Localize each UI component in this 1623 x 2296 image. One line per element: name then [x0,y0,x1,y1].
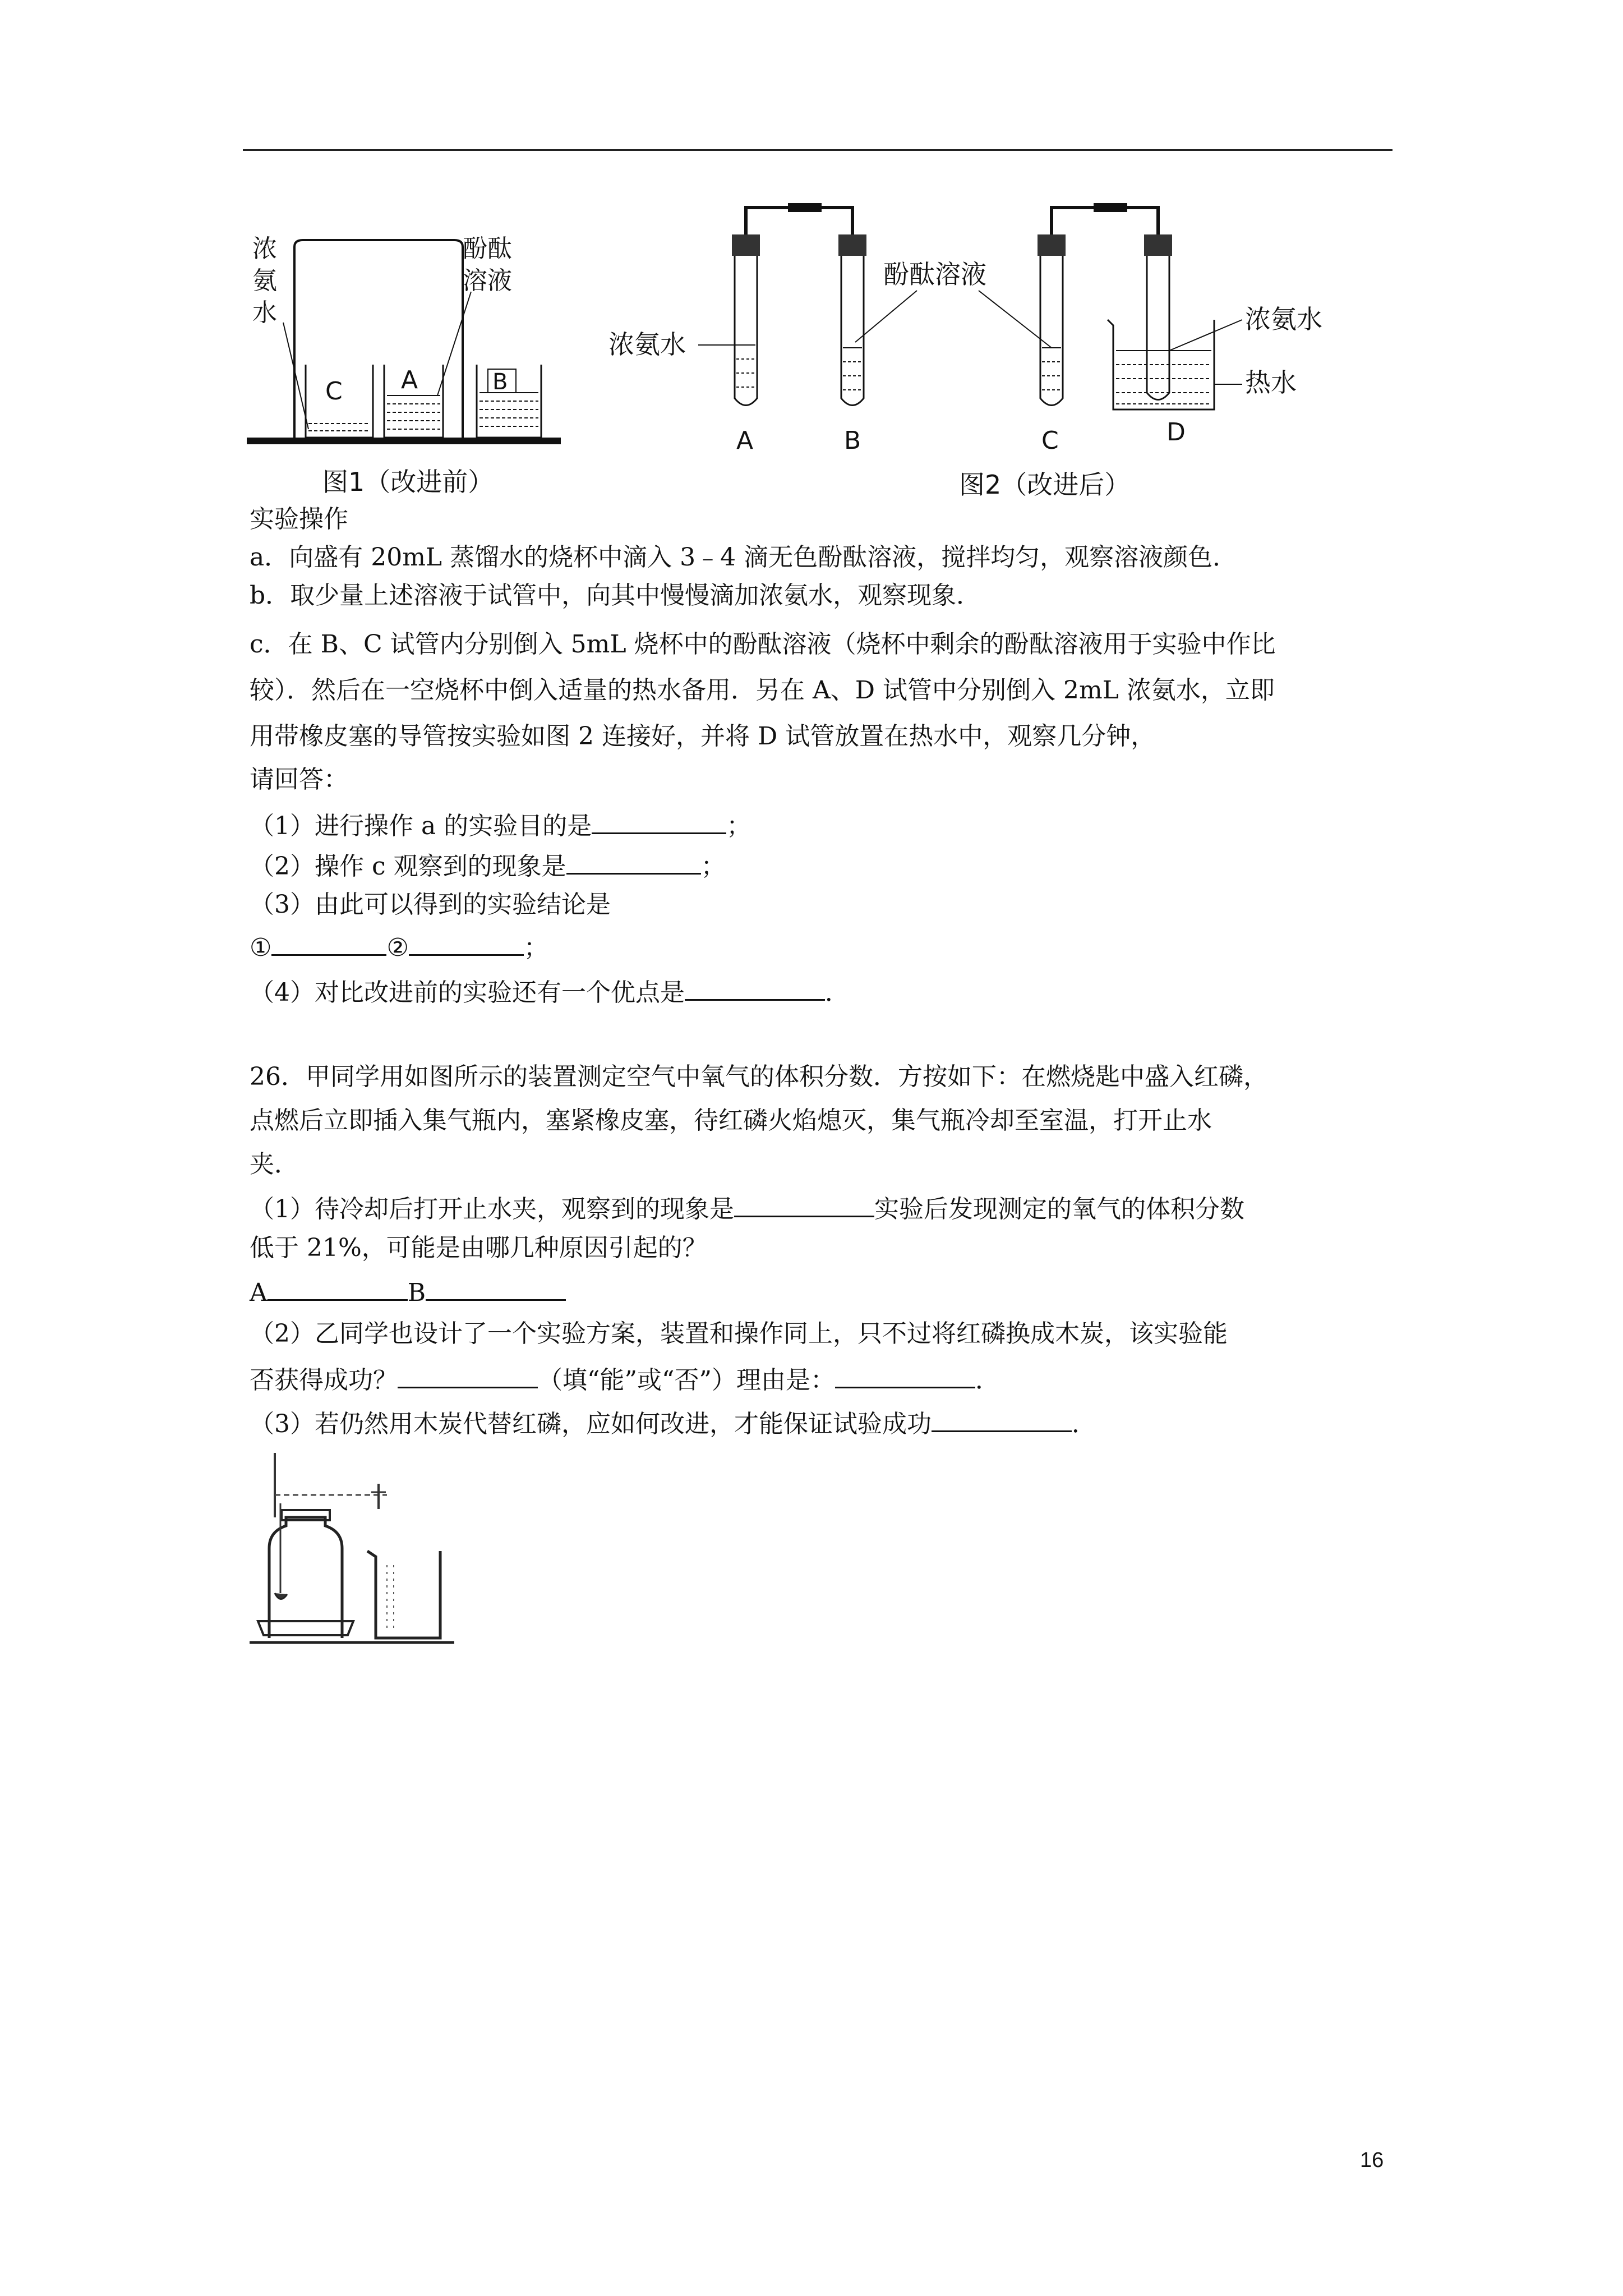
q26-part-1-options [250,1273,566,1310]
fig1-label-ammonia-2: 氨 [252,266,277,295]
q26-p1-text: （1）待冷却后打开止水夹，观察到的现象是 [250,1195,734,1223]
figure-1-before-improvement [241,230,578,499]
fig1-label-ammonia-3: 水 [252,298,277,327]
fig2-tube-a-label: A [736,426,754,455]
q26-p3-answer-blank[interactable] [932,1405,1072,1432]
q25-q4-answer-blank[interactable] [685,973,825,1001]
q26-intro-line-3: 夹． [250,1150,299,1179]
fig2-label-ammonia-left: 浓氨水 [608,329,686,360]
figure-3-diagram [247,1453,460,1649]
q25-step-c-line-2: 较）．然后在一空烧杯中倒入适量的热水备用．另在 A、D 试管中分别倒入 2mL 浓氨水，立即 [250,676,1275,705]
q25-step-a: a．向盛有 20mL 蒸馏水的烧杯中滴入 3﹣4 滴无色酚酞溶液，搅拌均匀，观察溶液颜色． [250,543,1238,572]
q26-p2-reason-blank[interactable] [835,1361,975,1388]
q25-q2-end: ； [700,852,726,881]
q25-heading: 实验操作 [250,505,348,533]
fig2-label-phenol: 酚酞溶液 [883,259,986,289]
q25-q3-answer-1-blank[interactable] [271,928,386,956]
figure-2-after-improvement [608,191,1405,505]
figure-1-diagram [241,230,578,499]
q26-part-2-line-1: （2）乙同学也设计了一个实验方案，装置和操作同上，只不过将红磷换成木炭，该实验能 [250,1319,1228,1348]
q25-q3-mark-1: ① [250,933,272,962]
q26-p3-end: ． [1072,1410,1096,1438]
fig1-beaker-b-label: B [492,369,508,395]
q26-part-2-line-2 [250,1361,1000,1397]
q26-p2-answer-blank[interactable] [398,1361,538,1388]
q26-p3-text: （3）若仍然用木炭代替红磷，应如何改进，才能保证试验成功 [250,1410,932,1438]
q26-option-a: A [250,1278,268,1307]
q26-intro-line-2: 点燃后立即插入集气瓶内，塞紧橡皮塞，待红磷火焰熄灭，集气瓶冷却至室温，打开止水 [250,1106,1212,1135]
q25-q3-mark-2: ② [386,933,409,962]
q25-q3-answer-2-blank[interactable] [409,928,524,956]
q25-step-b: b．取少量上述溶液于试管中，向其中慢慢滴加浓氨水，观察现象． [250,581,981,610]
page-number: 16 [1360,2148,1384,2172]
fig2-caption: 图2（改进后） [959,470,1131,500]
fig2-tube-b-label: B [844,426,861,455]
fig1-label-phenol-1: 酚酞 [463,234,512,263]
q26-p1-answer-blank[interactable] [734,1190,874,1217]
q25-q1-text: （1）进行操作 a 的实验目的是 [250,812,592,840]
q25-q2-text: （2）操作 c 观察到的现象是 [250,852,566,881]
q26-part-3 [250,1405,1096,1441]
q25-question-2 [250,847,726,884]
q25-q2-answer-blank[interactable] [566,847,701,875]
q25-q1-end: ； [726,812,751,840]
fig1-caption: 图1（改进前） [322,467,494,497]
q25-prompt: 请回答： [250,765,348,794]
fig2-label-hot-water: 热水 [1245,367,1297,398]
q26-p2-end: ． [975,1366,1000,1395]
header-rule [243,149,1393,151]
fig2-tube-d-label: D [1166,418,1186,447]
q26-option-a-blank[interactable] [268,1273,408,1301]
q25-q1-answer-blank[interactable] [592,807,726,834]
q25-question-3-answers [250,928,548,965]
q26-p2-mid: （填“能”或“否”）理由是： [538,1366,835,1395]
q26-p1-cont: 实验后发现测定的氧气的体积分数 [874,1195,1244,1223]
fig2-tube-c-label: C [1041,426,1059,455]
q25-question-1 [250,807,751,843]
fig1-label-ammonia-1: 浓 [252,234,277,263]
q26-intro-line-1: 26．甲同学用如图所示的装置测定空气中氧气的体积分数．方按如下：在燃烧匙中盛入红磷， [250,1062,1268,1091]
q26-part-1 [250,1190,1244,1226]
fig1-beaker-a-label: A [401,366,418,394]
q26-option-b-blank[interactable] [426,1273,566,1301]
figure-2-diagram [608,191,1405,505]
q25-question-4 [250,973,850,1010]
fig1-beaker-c-label: C [325,377,343,406]
q25-q3-end: ； [523,933,548,962]
fig2-label-ammonia-right: 浓氨水 [1245,304,1322,334]
q26-option-b: B [407,1278,426,1307]
q25-q4-text: （4）对比改进前的实验还有一个优点是 [250,978,685,1007]
q26-p2-pre: 否获得成功？ [250,1366,398,1395]
fig1-label-phenol-2: 溶液 [463,266,512,295]
q25-step-c-line-3: 用带橡皮塞的导管按实验如图 2 连接好，并将 D 试管放置在热水中，观察几分钟， [250,722,1156,751]
q25-q4-end: ． [825,978,850,1007]
figure-3-oxygen-apparatus [247,1453,460,1649]
q25-step-c-line-1: c．在 B、C 试管内分别倒入 5mL 烧杯中的酚酞溶液（烧杯中剩余的酚酞溶液用于实验中作比 [250,630,1276,659]
q26-part-1-line-2: 低于 21%，可能是由哪几种原因引起的？ [250,1234,707,1262]
q25-question-3: （3）由此可以得到的实验结论是 [250,890,611,919]
